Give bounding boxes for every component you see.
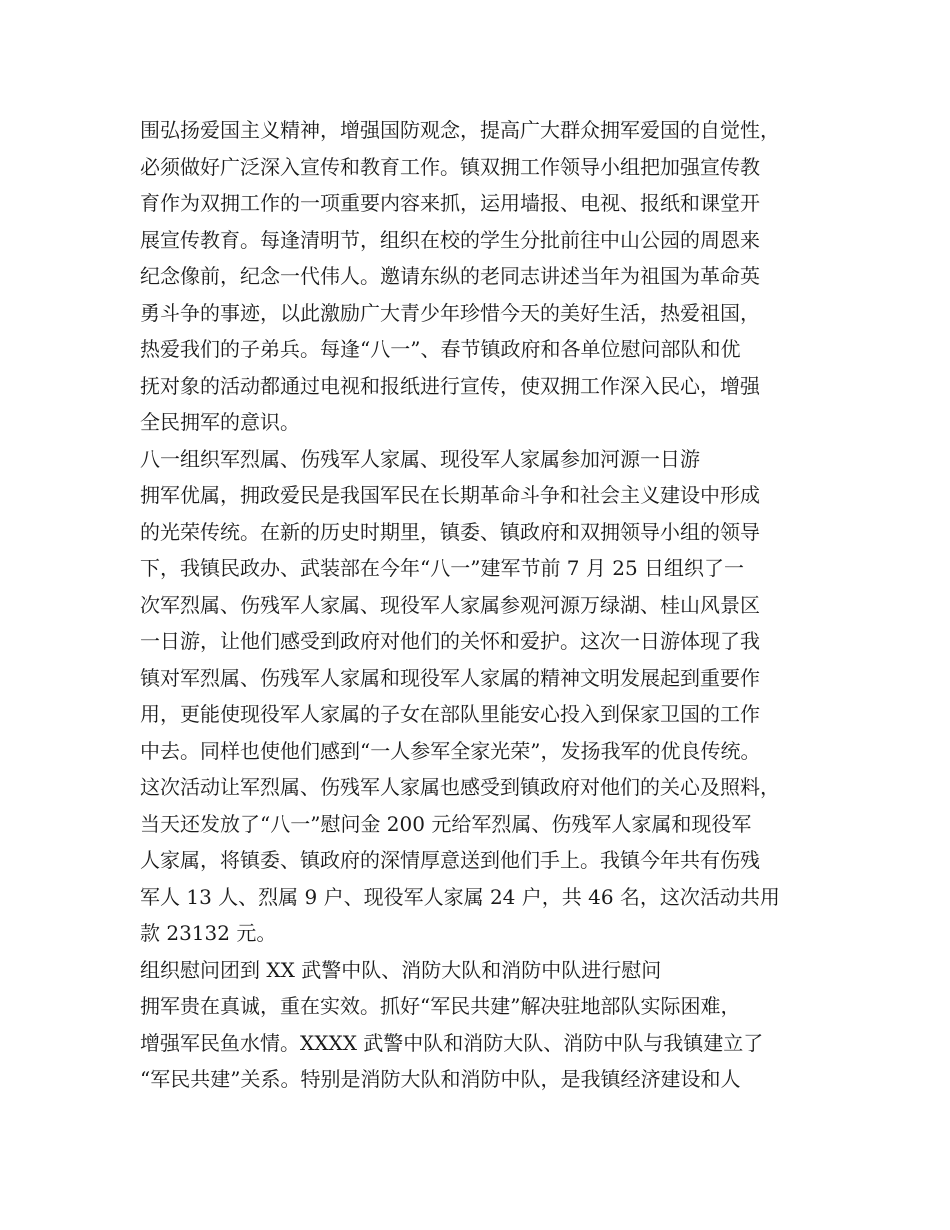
text-line: 抚对象的活动都通过电视和报纸进行宣传，使双拥工作深入民心，增强	[140, 373, 760, 398]
section-heading: 八一组织军烈属、伤残军人家属、现役军人家属参加河源一日游	[140, 446, 700, 471]
text-line: 用，更能使现役军人家属的子女在部队里能安心投入到保家卫国的工作	[140, 702, 760, 726]
text-line: 拥军贵在真诚，重在实效。抓好“军民共建”解决驻地部队实际困难，	[140, 994, 741, 1018]
text-line: 当天还发放了“八一”慰问金 200 元给军烈属、伤残军人家属和现役军	[140, 811, 752, 836]
text-line: 款 23132 元。	[140, 921, 277, 945]
text-line: 拥军优属，拥政爱民是我国军民在长期革命斗争和社会主义建设中形成	[140, 483, 760, 507]
section-heading: 组织慰问团到 XX 武警中队、消防大队和消防中队进行慰问	[140, 957, 662, 982]
text-line: 下，我镇民政办、武装部在今年“八一”建军节前 7 月 25 日组织了一	[140, 556, 745, 580]
text-line: 全民拥军的意识。	[140, 410, 300, 434]
text-line: 纪念像前，纪念一代伟人。邀请东纵的老同志讲述当年为祖国为革命英	[140, 264, 760, 288]
text-line: 这次活动让军烈属、伤残军人家属也感受到镇政府对他们的关心及照料，	[140, 775, 780, 799]
text-line: 增强军民鱼水情。XXXX 武警中队和消防大队、消防中队与我镇建立了	[140, 1030, 764, 1055]
text-line: 次军烈属、伤残军人家属、现役军人家属参观河源万绿湖、桂山风景区	[140, 592, 760, 617]
text-line: 中去。同样也使他们感到“一人参军全家光荣”，发扬我军的优良传统。	[140, 738, 761, 763]
document-body	[140, 112, 830, 1098]
text-line: 镇对军烈属、伤残军人家属和现役军人家属的精神文明发展起到重要作	[140, 665, 760, 690]
text-line: 军人 13 人、烈属 9 户、现役军人家属 24 户，共 46 名，这次活动共用	[140, 884, 780, 909]
text-line: 必须做好广泛深入宣传和教育工作。镇双拥工作领导小组把加强宣传教	[140, 154, 760, 179]
text-line: 的光荣传统。在新的历史时期里，镇委、镇政府和双拥领导小组的领导	[140, 519, 760, 544]
text-line: 人家属，将镇委、镇政府的深情厚意送到他们手上。我镇今年共有伤残	[140, 848, 760, 872]
text-line: 热爱我们的子弟兵。每逢“八一”、春节镇政府和各单位慰问部队和优	[140, 337, 741, 361]
text-line: 展宣传教育。每逢清明节，组织在校的学生分批前往中山公园的周恩来	[140, 227, 760, 252]
text-line: 一日游，让他们感受到政府对他们的关怀和爱护。这次一日游体现了我	[140, 629, 760, 653]
text-line: 勇斗争的事迹，以此激励广大青少年珍惜今天的美好生活，热爱祖国，	[140, 300, 760, 325]
text-line: 围弘扬爱国主义精神，增强国防观念，提高广大群众拥军爱国的自觉性，	[140, 118, 780, 142]
text-line: “军民共建”关系。特别是消防大队和消防中队，是我镇经济建设和人	[140, 1067, 741, 1091]
text-line: 育作为双拥工作的一项重要内容来抓，运用墙报、电视、报纸和课堂开	[140, 191, 760, 215]
